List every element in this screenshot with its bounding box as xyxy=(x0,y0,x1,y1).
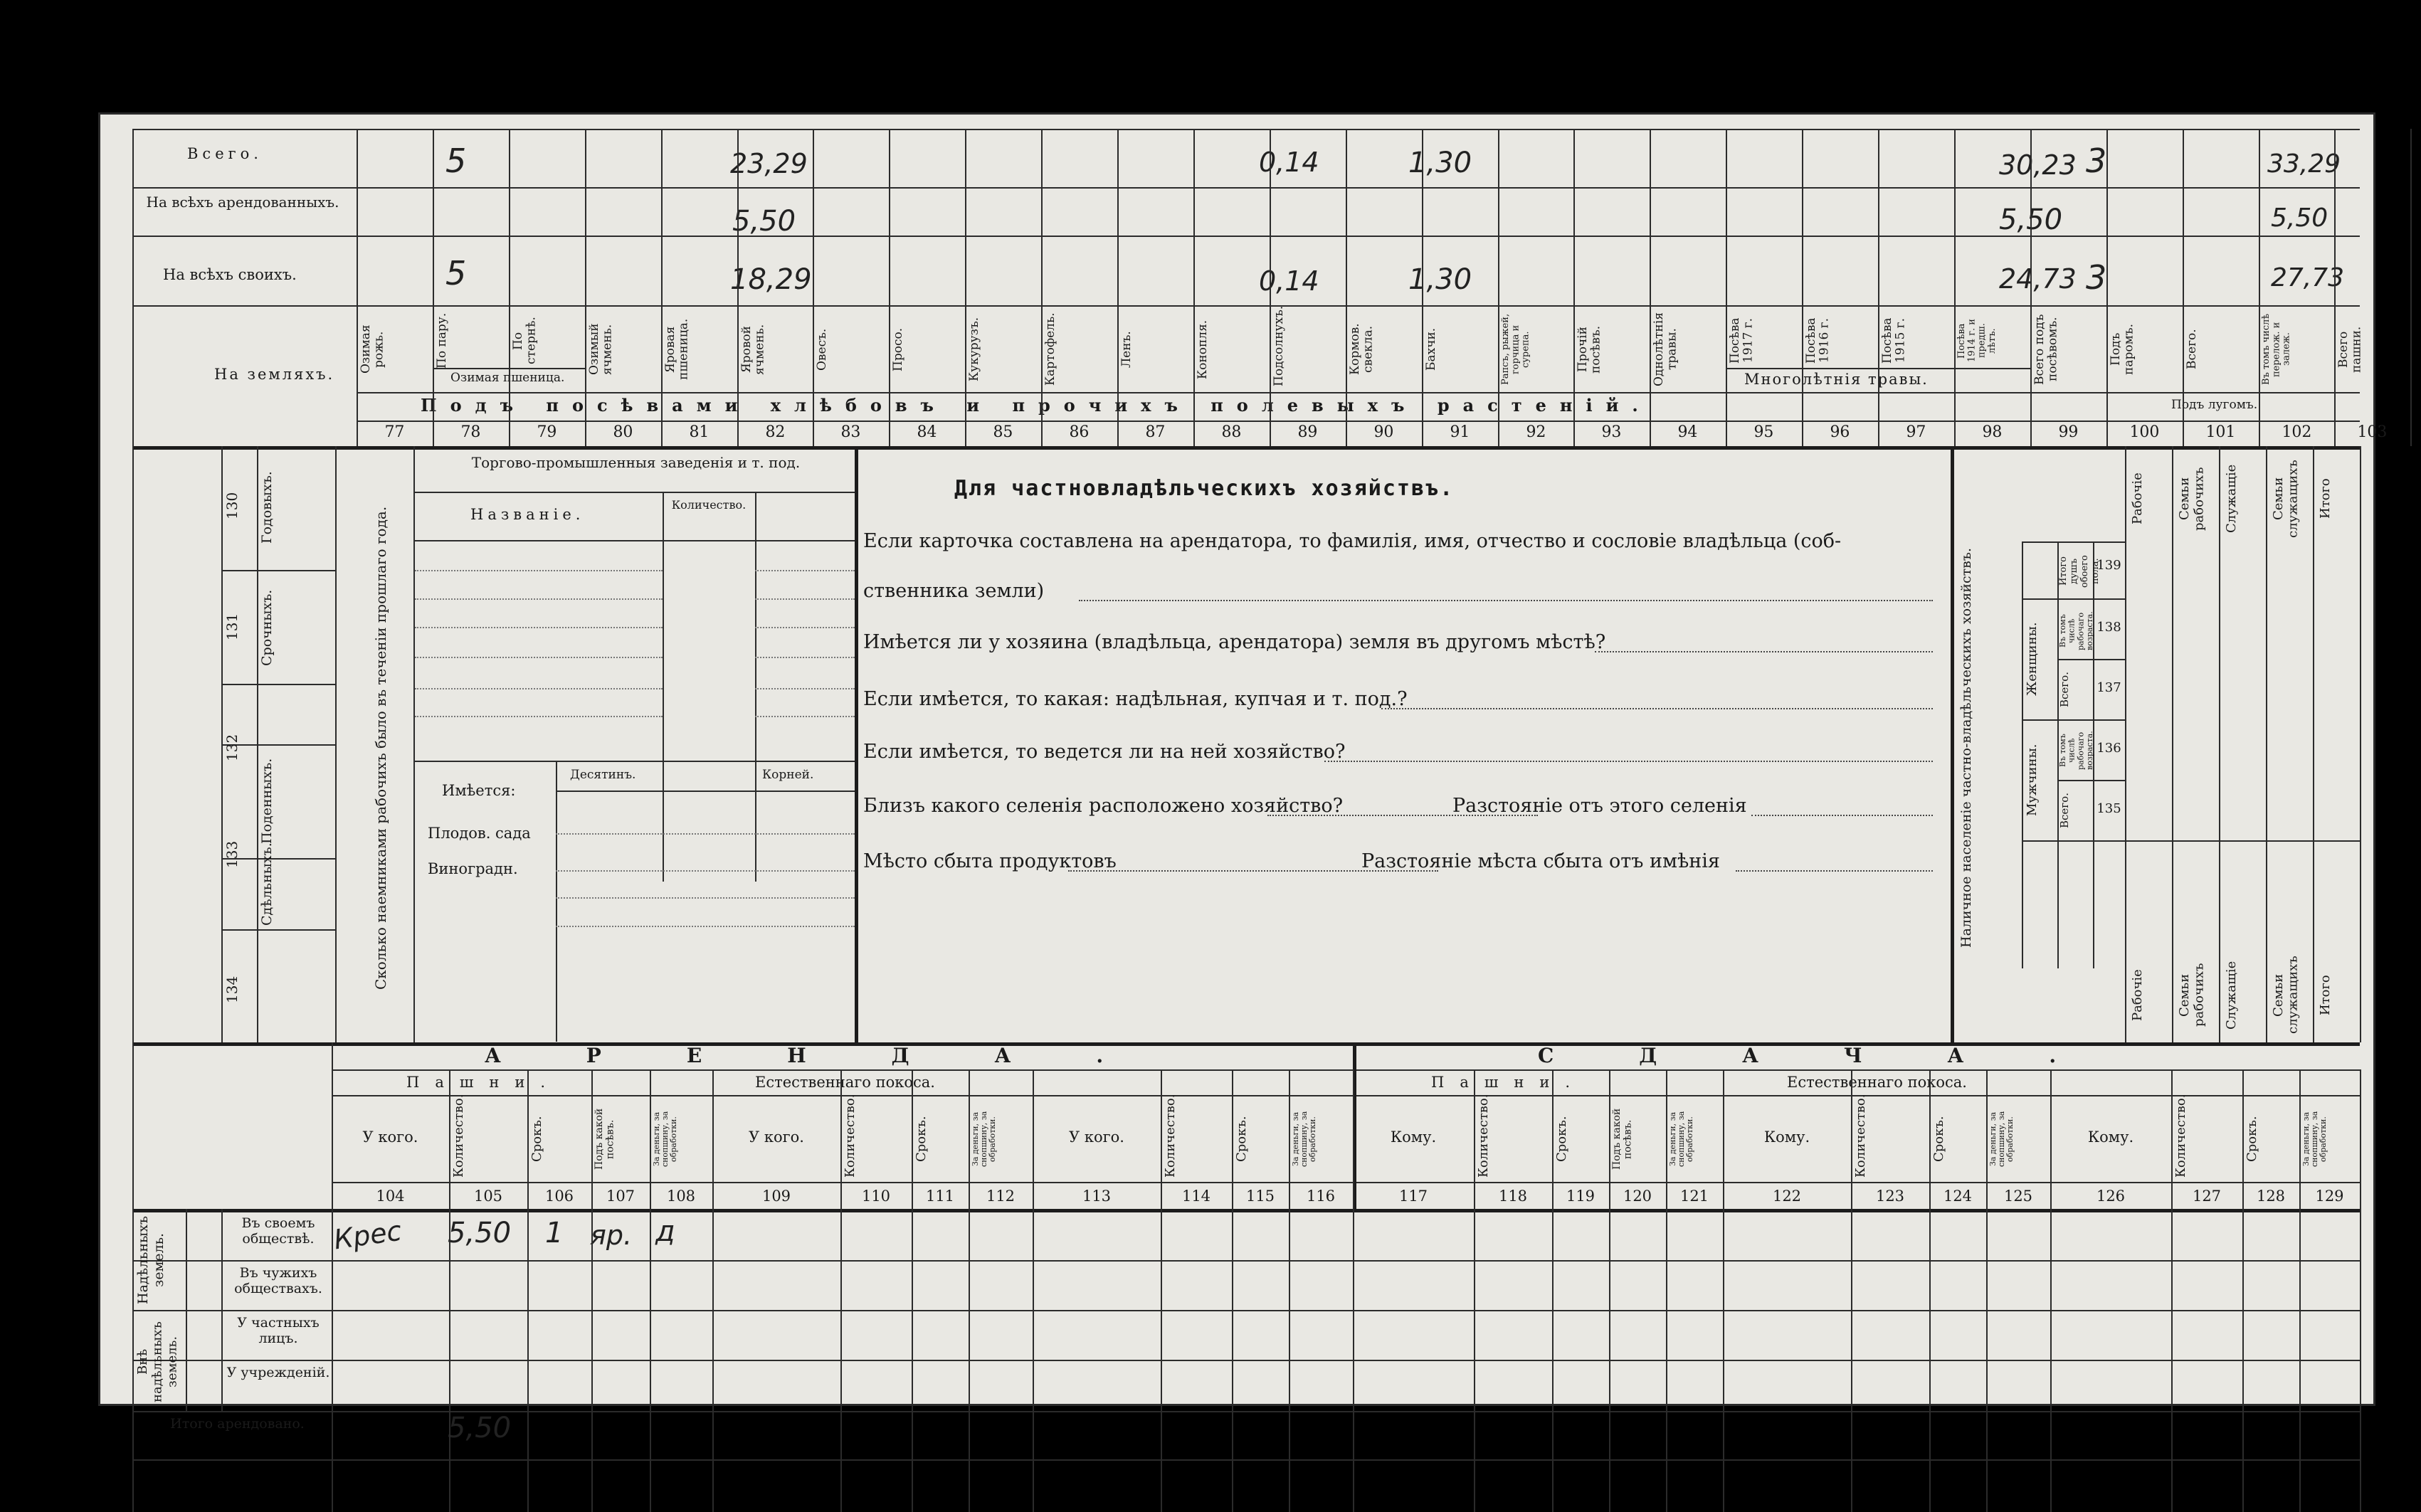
sdacha-pokos: Естественнаго покоса. xyxy=(1787,1074,1967,1091)
bottom-col-num-114: 114 xyxy=(1181,1188,1211,1205)
entry-c103-total: 33,29 xyxy=(2267,149,2341,179)
bottom-col-num-119: 119 xyxy=(1566,1188,1595,1205)
question-village: Близъ какого селенія расположено хозяйство? xyxy=(863,795,1344,817)
bottom-col-num-105: 105 xyxy=(473,1188,503,1205)
bottom-head-117: Кому. xyxy=(1390,1128,1437,1146)
top-col-num-93: 93 xyxy=(1601,423,1622,441)
bottom-head-126: Кому. xyxy=(2087,1128,2134,1146)
top-col-head-102: Въ томъ числѣ перелож. и залеж. xyxy=(2261,313,2292,386)
bottom-col-num-126: 126 xyxy=(2096,1188,2126,1205)
row-label-lands: На земляхъ. xyxy=(214,366,335,383)
trade-name-head: Названіе. xyxy=(470,506,585,523)
bottom-head-113: У кого. xyxy=(1069,1128,1124,1146)
bottom-col-num-127: 127 xyxy=(2192,1188,2222,1205)
top-col-head-80: Озимый ячмень. xyxy=(587,323,615,376)
bottom-head-128: Срокъ. xyxy=(2245,1116,2259,1163)
arenda-pokos: Естественнаго покоса. xyxy=(755,1074,935,1091)
entry-c100-total: 3 xyxy=(2086,142,2107,180)
top-col-num-92: 92 xyxy=(1526,423,1546,441)
top-col-num-102: 102 xyxy=(2282,423,2312,441)
bottom-col-num-107: 107 xyxy=(606,1188,635,1205)
bottom-col-num-122: 122 xyxy=(1772,1188,1802,1205)
entry-crop: яр. xyxy=(590,1220,633,1251)
hired-row-2: Поденныхъ. xyxy=(259,758,275,845)
hired-row-3: Сдѣльныхъ. xyxy=(259,842,275,926)
entry-c82-rented: 5,50 xyxy=(732,205,796,238)
bottom-col-num-125: 125 xyxy=(2003,1188,2033,1205)
row-own-society: Въ своемъ обществѣ. xyxy=(241,1215,315,1247)
population-men: Мужчины. xyxy=(2025,744,2040,816)
entry-c89-total: 0,14 xyxy=(1259,147,1319,178)
bottom-head-120: Подъ какой посѣвъ. xyxy=(1611,1108,1634,1170)
top-col-num-77: 77 xyxy=(384,423,405,441)
ozimaya-pshenitsa-label: Озимая пшеница. xyxy=(450,371,565,385)
orchard-desyat-head: Десятинъ. xyxy=(570,768,636,782)
population-num-136: 136 xyxy=(2096,741,2121,756)
top-col-head-103: Всего пашни. xyxy=(2336,326,2364,373)
orchard-sad-label: Плодов. сада xyxy=(428,825,531,842)
top-col-num-101: 101 xyxy=(2205,423,2236,441)
hired-workers-title: Сколько наемниками рабочихъ было въ теченіи прошлаго года. xyxy=(372,506,389,990)
bottom-head-121: За деньги, за снопшину, за обработки. xyxy=(1668,1111,1695,1168)
top-col-num-98: 98 xyxy=(1982,423,2003,441)
top-col-head-90: Кормов. свекла. xyxy=(1348,323,1376,376)
top-col-num-83: 83 xyxy=(840,423,861,441)
row-label-own: На всѣхъ своихъ. xyxy=(163,266,297,283)
census-card xyxy=(98,112,2388,1444)
top-col-head-99: Всего подъ посѣвомъ. xyxy=(2032,314,2060,385)
entry-c91-own: 1,30 xyxy=(1408,263,1472,296)
sdacha-pashni: Пашни. xyxy=(1431,1074,1586,1091)
entry-qty: 5,50 xyxy=(448,1217,512,1249)
bottom-col-num-123: 123 xyxy=(1875,1188,1905,1205)
bottom-head-124: Срокъ. xyxy=(1931,1116,1946,1163)
entry-who: Крес xyxy=(332,1215,404,1256)
entry-c82-total: 23,29 xyxy=(730,148,808,179)
bottom-head-105: Количество. xyxy=(451,1094,466,1178)
top-col-num-89: 89 xyxy=(1297,423,1318,441)
top-col-head-97: Посѣва 1915 г. xyxy=(1880,317,1908,364)
entry-c89-own: 0,14 xyxy=(1259,265,1319,297)
top-col-head-89: Подсолнухъ. xyxy=(1272,305,1286,386)
bottom-col-num-117: 117 xyxy=(1398,1188,1428,1205)
top-col-num-103: 103 xyxy=(2357,423,2388,441)
workers-head-bottom-1: Семьи рабочихъ xyxy=(2177,963,2207,1027)
top-col-head-95: Посѣва 1917 г. xyxy=(1728,317,1756,364)
bottom-col-num-121: 121 xyxy=(1679,1188,1709,1205)
group-nadel: Надѣльныхъ земель. xyxy=(135,1215,167,1304)
sdacha-heading: СДАЧА. xyxy=(1538,1044,2142,1067)
top-col-head-78: По пару. xyxy=(435,312,449,369)
top-col-num-91: 91 xyxy=(1450,423,1470,441)
question-village-distance: Разстояніе отъ этого селенія xyxy=(1452,795,1747,817)
question-owner-cont: ственника земли) xyxy=(863,580,1045,602)
bottom-head-110: Количество. xyxy=(843,1094,858,1178)
row-label-total: Всего. xyxy=(187,145,263,162)
workers-head-bottom-4: Итого xyxy=(2318,975,2333,1015)
mnogoletnie-label: Многолѣтнія травы. xyxy=(1744,371,1929,388)
bottom-head-109: У кого. xyxy=(749,1128,804,1146)
private-holdings-title: Для частновладѣльческихъ хозяйствъ. xyxy=(954,476,1455,501)
population-num-138: 138 xyxy=(2096,620,2121,635)
bottom-head-122: Кому. xyxy=(1763,1128,1810,1146)
population-men-working-age: Въ томъ числѣ рабочаго возраста. xyxy=(2058,731,2094,771)
population-women-working-age: Въ томъ числѣ рабочаго возраста. xyxy=(2058,611,2094,651)
bottom-head-115: Срокъ. xyxy=(1234,1116,1249,1163)
bottom-col-num-120: 120 xyxy=(1623,1188,1652,1205)
entry-c78-own: 5 xyxy=(445,254,467,292)
entry-payment: д xyxy=(655,1215,675,1248)
bottom-head-116: За деньги, за снопшину, за обработки. xyxy=(1291,1111,1318,1168)
workers-head-bottom-2: Служащіе xyxy=(2224,961,2239,1030)
question-owner: Если карточка составлена на арендатора, то фамилія, имя, отчество и сословіе владѣльца (соб- xyxy=(863,530,1842,552)
entry-term: 1 xyxy=(545,1217,564,1249)
arenda-pashni: Пашни. xyxy=(406,1074,561,1091)
row-label-rented: На всѣхъ арендованныхъ. xyxy=(146,194,339,211)
bottom-col-num-110: 110 xyxy=(861,1188,891,1205)
hired-num-131: 131 xyxy=(223,613,241,641)
top-col-num-82: 82 xyxy=(765,423,786,441)
bottom-col-num-118: 118 xyxy=(1498,1188,1528,1205)
bottom-col-num-108: 108 xyxy=(666,1188,696,1205)
top-col-num-95: 95 xyxy=(1753,423,1774,441)
bottom-head-106: Срокъ. xyxy=(529,1116,544,1163)
top-col-head-88: Конопля. xyxy=(1196,319,1210,379)
workers-head-top-0: Рабочіе xyxy=(2130,472,2145,525)
hired-row-1: Срочныхъ. xyxy=(259,589,275,666)
question-other-land: Имѣется ли у хозяина (владѣльца, арендатора) земля въ другомъ мѣстѣ? xyxy=(863,631,1606,653)
bottom-head-112: За деньги, за снопшину, за обработки. xyxy=(971,1111,998,1168)
top-col-num-78: 78 xyxy=(460,423,481,441)
row-institutions: У учрежденій. xyxy=(226,1365,330,1380)
question-farming: Если имѣется, то ведется ли на ней хозяйство? xyxy=(863,741,1346,763)
top-col-head-79: По стернѣ. xyxy=(511,317,539,365)
population-women: Женщины. xyxy=(2025,622,2040,696)
top-col-head-86: Картофель. xyxy=(1043,312,1057,386)
group-vne-nadel: Внѣ надѣльныхъ земель. xyxy=(135,1321,180,1402)
bottom-head-108: За деньги, за снопшину, за обработки. xyxy=(652,1111,679,1168)
bottom-col-num-111: 111 xyxy=(925,1188,955,1205)
top-col-head-85: Кукурузъ. xyxy=(967,317,981,382)
population-num-135: 135 xyxy=(2096,801,2121,816)
orchard-korney-head: Корней. xyxy=(762,768,814,782)
workers-head-top-1: Семьи рабочихъ xyxy=(2177,467,2207,531)
bottom-head-129: За деньги, за снопшину, за обработки. xyxy=(2301,1111,2328,1168)
workers-head-top-4: Итого xyxy=(2318,478,2333,519)
top-col-num-79: 79 xyxy=(537,423,557,441)
top-col-head-84: Просо. xyxy=(891,327,905,371)
question-market-distance: Разстояніе мѣста сбыта отъ имѣнія xyxy=(1361,850,1720,872)
top-col-num-88: 88 xyxy=(1221,423,1242,441)
trade-title: Торгово-промышленныя заведенія и т. под. xyxy=(471,454,801,471)
pod-posevami-band: Подъ посѣвами хлѣбовъ и прочихъ полевыхъ растеній. xyxy=(421,395,1652,416)
top-col-head-98: Посѣва 1914 г. и предш. лѣтъ. xyxy=(1956,319,1998,363)
top-col-num-84: 84 xyxy=(917,423,937,441)
orchard-vinograd-label: Виноградн. xyxy=(428,860,518,877)
bottom-col-num-129: 129 xyxy=(2315,1188,2344,1205)
top-col-head-77: Озимая рожь. xyxy=(359,324,386,374)
entry-total-rented: 5,50 xyxy=(448,1412,512,1444)
top-col-head-92: Рапсъ, рыжей, горчица и сурепа. xyxy=(1500,313,1531,386)
top-col-num-100: 100 xyxy=(2129,423,2160,441)
entry-c99-rented: 5,50 xyxy=(1999,203,2063,236)
hired-num-133: 133 xyxy=(223,840,241,869)
pod-lugom-label: Подъ лугомъ. xyxy=(2171,398,2258,412)
population-women-total: Всего. xyxy=(2058,672,2071,707)
bottom-col-num-116: 116 xyxy=(1306,1188,1336,1205)
top-col-head-100: Подъ паромъ. xyxy=(2109,323,2136,376)
bottom-col-num-104: 104 xyxy=(376,1188,405,1205)
bottom-col-num-128: 128 xyxy=(2256,1188,2286,1205)
top-col-head-87: Ленъ. xyxy=(1119,331,1134,368)
row-private-persons: У частныхъ лицъ. xyxy=(237,1315,320,1346)
population-men-total: Всего. xyxy=(2058,793,2071,828)
bottom-col-num-124: 124 xyxy=(1943,1188,1973,1205)
bottom-col-num-115: 115 xyxy=(1245,1188,1275,1205)
workers-head-bottom-3: Семьи служащихъ xyxy=(2271,956,2301,1035)
top-col-head-81: Яровая пшеница. xyxy=(663,318,691,381)
top-col-num-87: 87 xyxy=(1145,423,1166,441)
bottom-head-119: Срокъ. xyxy=(1554,1116,1569,1163)
top-col-head-91: Бахчи. xyxy=(1424,327,1438,371)
bottom-head-123: Количество. xyxy=(1853,1094,1868,1178)
entry-c103-rented: 5,50 xyxy=(2271,203,2328,233)
entry-c78-total: 5 xyxy=(445,142,467,180)
entry-c99-total: 30,23 xyxy=(1999,149,2077,181)
orchard-has-label: Имѣется: xyxy=(442,782,516,799)
top-col-num-85: 85 xyxy=(993,423,1013,441)
top-col-head-94: Однолѣтнія травы. xyxy=(1652,312,1679,386)
bottom-head-118: Количество. xyxy=(1476,1094,1491,1178)
hired-row-0: Годовыхъ. xyxy=(259,471,275,544)
trade-qty-head: Количество. xyxy=(671,498,747,512)
top-col-num-80: 80 xyxy=(613,423,633,441)
bottom-col-num-113: 113 xyxy=(1082,1188,1112,1205)
bottom-head-127: Количество. xyxy=(2173,1094,2188,1178)
top-col-head-101: Всего. xyxy=(2185,329,2199,370)
bottom-col-num-112: 112 xyxy=(986,1188,1016,1205)
workers-head-top-2: Служащіе xyxy=(2224,464,2239,534)
bottom-col-num-109: 109 xyxy=(761,1188,791,1205)
top-col-num-99: 99 xyxy=(2058,423,2079,441)
top-col-num-81: 81 xyxy=(689,423,710,441)
bottom-head-114: Количество. xyxy=(1163,1094,1178,1178)
population-num-139: 139 xyxy=(2096,558,2121,573)
top-col-num-97: 97 xyxy=(1906,423,1926,441)
entry-c100-own: 3 xyxy=(2086,258,2107,297)
population-title: Наличное населеніе частно-владѣльческихъ хозяйствъ. xyxy=(1958,548,1974,948)
entry-c103-own: 27,73 xyxy=(2271,263,2345,292)
bottom-head-104: У кого. xyxy=(362,1128,418,1146)
top-col-num-94: 94 xyxy=(1677,423,1698,441)
workers-head-bottom-0: Рабочіе xyxy=(2130,969,2145,1021)
entry-c99-own: 24,73 xyxy=(1999,263,2077,295)
population-total-souls: Итого душъ обоего пола. xyxy=(2058,555,2101,588)
hired-num-130: 130 xyxy=(223,492,241,520)
hired-num-132: 132 xyxy=(223,734,241,762)
question-market: Мѣсто сбыта продуктовъ xyxy=(863,850,1117,872)
bottom-col-num-106: 106 xyxy=(544,1188,574,1205)
top-col-num-96: 96 xyxy=(1830,423,1850,441)
bottom-head-125: За деньги, за снопшину, за обработки. xyxy=(1988,1111,2015,1168)
entry-c82-own: 18,29 xyxy=(730,263,812,296)
top-col-head-96: Посѣва 1916 г. xyxy=(1804,317,1832,364)
top-col-head-83: Овесъ. xyxy=(815,328,829,371)
row-other-society: Въ чужихъ обществахъ. xyxy=(234,1265,322,1296)
row-total-rented: Итого арендовано. xyxy=(170,1416,305,1432)
bottom-head-111: Срокъ. xyxy=(914,1116,929,1163)
question-land-type: Если имѣется, то какая: надѣльная, купчая и т. под.? xyxy=(863,688,1408,710)
bottom-head-107: Подъ какой посѣвъ. xyxy=(594,1108,616,1170)
top-col-head-82: Яровой ячмень. xyxy=(739,324,767,375)
entry-c91-total: 1,30 xyxy=(1408,147,1472,179)
arenda-heading: АРЕНДА. xyxy=(485,1044,1189,1067)
population-num-137: 137 xyxy=(2096,680,2121,695)
top-col-num-90: 90 xyxy=(1373,423,1394,441)
hired-num-134: 134 xyxy=(223,976,241,1004)
top-col-head-93: Прочій посѣвъ. xyxy=(1576,325,1603,374)
top-col-num-86: 86 xyxy=(1069,423,1090,441)
workers-head-top-3: Семьи служащихъ xyxy=(2271,460,2301,538)
